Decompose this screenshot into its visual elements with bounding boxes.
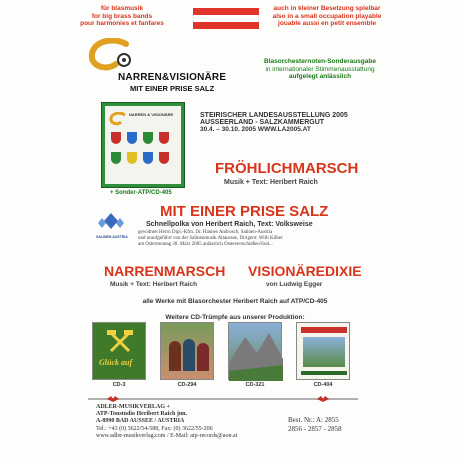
dedication-line2: und uraufgeführt von der Salinenmusik Altaussee, Dirigent: Willi Kilber [138, 236, 283, 241]
cd-cover-cd404 [296, 322, 350, 380]
publisher-line4: Tel.: +43 (0) 3622/54-588, Fax: (0) 3622/55-206 [96, 425, 213, 432]
cd-label-cd404: CD-404 [313, 382, 333, 388]
instrumentation-block-left [72, 5, 172, 28]
piece-title-narrenmarsch: NARRENMARSCH [104, 263, 226, 279]
cd-label-cd321: CD-321 [245, 382, 265, 388]
eagle-icon [106, 395, 120, 403]
crest-icon [143, 132, 153, 144]
cd-label-cd3: CD-3 [112, 382, 126, 388]
piece-credit-prise-salz: Schnellpolka von Heribert Raich, Text: Volksweise [146, 221, 313, 228]
cd-cover-cd294 [160, 322, 214, 380]
exhibition-line1: STEIRISCHER LANDESAUSSTELLUNG 2005 [200, 112, 348, 119]
narren-visionaere-logo [84, 38, 234, 98]
piece-credit-visionaeredixie: von Ludwig Egger [266, 281, 323, 288]
crest-icon [159, 152, 169, 164]
publisher-line1: ADLER-MUSIKVERLAG + [96, 404, 170, 410]
main-album-cover [101, 102, 185, 188]
publisher-info [96, 404, 276, 440]
logo-title: NARREN&VISIONÄRE [118, 72, 227, 83]
logo-subtitle: MIT EINER PRISE SALZ [130, 84, 215, 93]
exhibition-line3: 30.4. – 30.10. 2005 WWW.LA2005.AT [200, 126, 311, 133]
cover-cd3-title: Glück auf [99, 358, 133, 367]
instrumentation-fr: pour harmonies et fanfares [80, 20, 164, 27]
special-edition-note [245, 58, 395, 81]
piece-title-visionaeredixie: VISIONÄREDIXIE [248, 263, 362, 279]
more-cds-heading: Weitere CD-Trümpfe aus unserer Produktion: [165, 314, 305, 321]
cover-title: NARREN & VISIONÄRE [129, 112, 174, 117]
mountain-icon [229, 323, 283, 381]
dedication-line3: am Ostermontag 28. März 2005 anlässlich Ostereierschießen/Sud... [138, 242, 273, 247]
small-ensemble-de: auch in kleiner Besetzung spielbar [273, 5, 381, 12]
order-number-line2: 2856 - 2857 - 2858 [288, 424, 342, 433]
piece-title-mit-einer-prise-salz: MIT EINER PRISE SALZ [160, 203, 329, 220]
cd-cover-cd3 [92, 322, 146, 380]
salinen-austria-logo [96, 212, 130, 239]
crest-icon [127, 152, 137, 164]
all-works-note: alle Werke mit Blasorchester Heribert Raich auf ATP/CD-405 [142, 298, 328, 305]
crest-icon [111, 152, 121, 164]
piece-title-froehlichmarsch: FRÖHLICHMARSCH [215, 160, 359, 177]
hammer-pick-icon [93, 327, 147, 357]
exhibition-line2: AUSSEERLAND - SALZKAMMERGUT [200, 119, 325, 126]
cd-cover-cd321 [228, 322, 282, 380]
crest-icon [143, 152, 153, 164]
dedication-block [138, 230, 343, 248]
instrumentation-de: für blasmusik [100, 5, 144, 12]
main-album-caption: + Sonder-ATP/CD-405 [110, 190, 172, 196]
crest-icon [111, 132, 121, 144]
small-ensemble-fr: jouable aussi en petit ensemble [278, 20, 376, 27]
eagle-icon [316, 395, 330, 403]
salinen-logo-text: SALINEN AUSTRIA [96, 235, 128, 239]
small-ensemble-en: also in a small occupation playable [272, 12, 382, 20]
order-number-line1: Best. Nr.: A: 2855 [288, 416, 339, 424]
special-edition-line2: in internationaler Stimmenausstattung [265, 65, 375, 73]
instrumentation-en: for big brass bands [91, 12, 153, 20]
cd-label-cd294: CD-294 [177, 382, 197, 388]
austrian-flag [193, 8, 259, 29]
cover-logo-icon [109, 112, 129, 126]
exhibition-info [200, 112, 360, 133]
salt-crystal-icon [96, 212, 126, 230]
dedication-line1: gewidmet Herrn Dipl.-Kfm. Dr. Hannes Androsch, Salinen-Austria [138, 230, 273, 235]
publisher-line2: ATP-Tonstudio Heribert Raich jun. [96, 411, 188, 418]
special-edition-line1: Blasorchesternoten-Sonderausgabe [264, 58, 376, 65]
crest-icon [159, 132, 169, 144]
piece-credit-narrenmarsch: Musik + Text: Heribert Raich [110, 281, 198, 288]
publisher-line3: A-8990 BAD AUSSEE / AUSTRIA [96, 418, 185, 425]
order-numbers [288, 416, 368, 433]
publisher-line5: www.adler-musikverlag.com / E-Mail: atp-records@aon.at [96, 432, 238, 439]
logo-swirl-icon [86, 38, 136, 72]
special-edition-line3: aufgelegt anlässlich [288, 73, 352, 80]
instrumentation-block-right [262, 5, 392, 28]
piece-credit-froehlichmarsch: Musik + Text: Heribert Raich [224, 179, 318, 186]
crest-icon [127, 132, 137, 144]
